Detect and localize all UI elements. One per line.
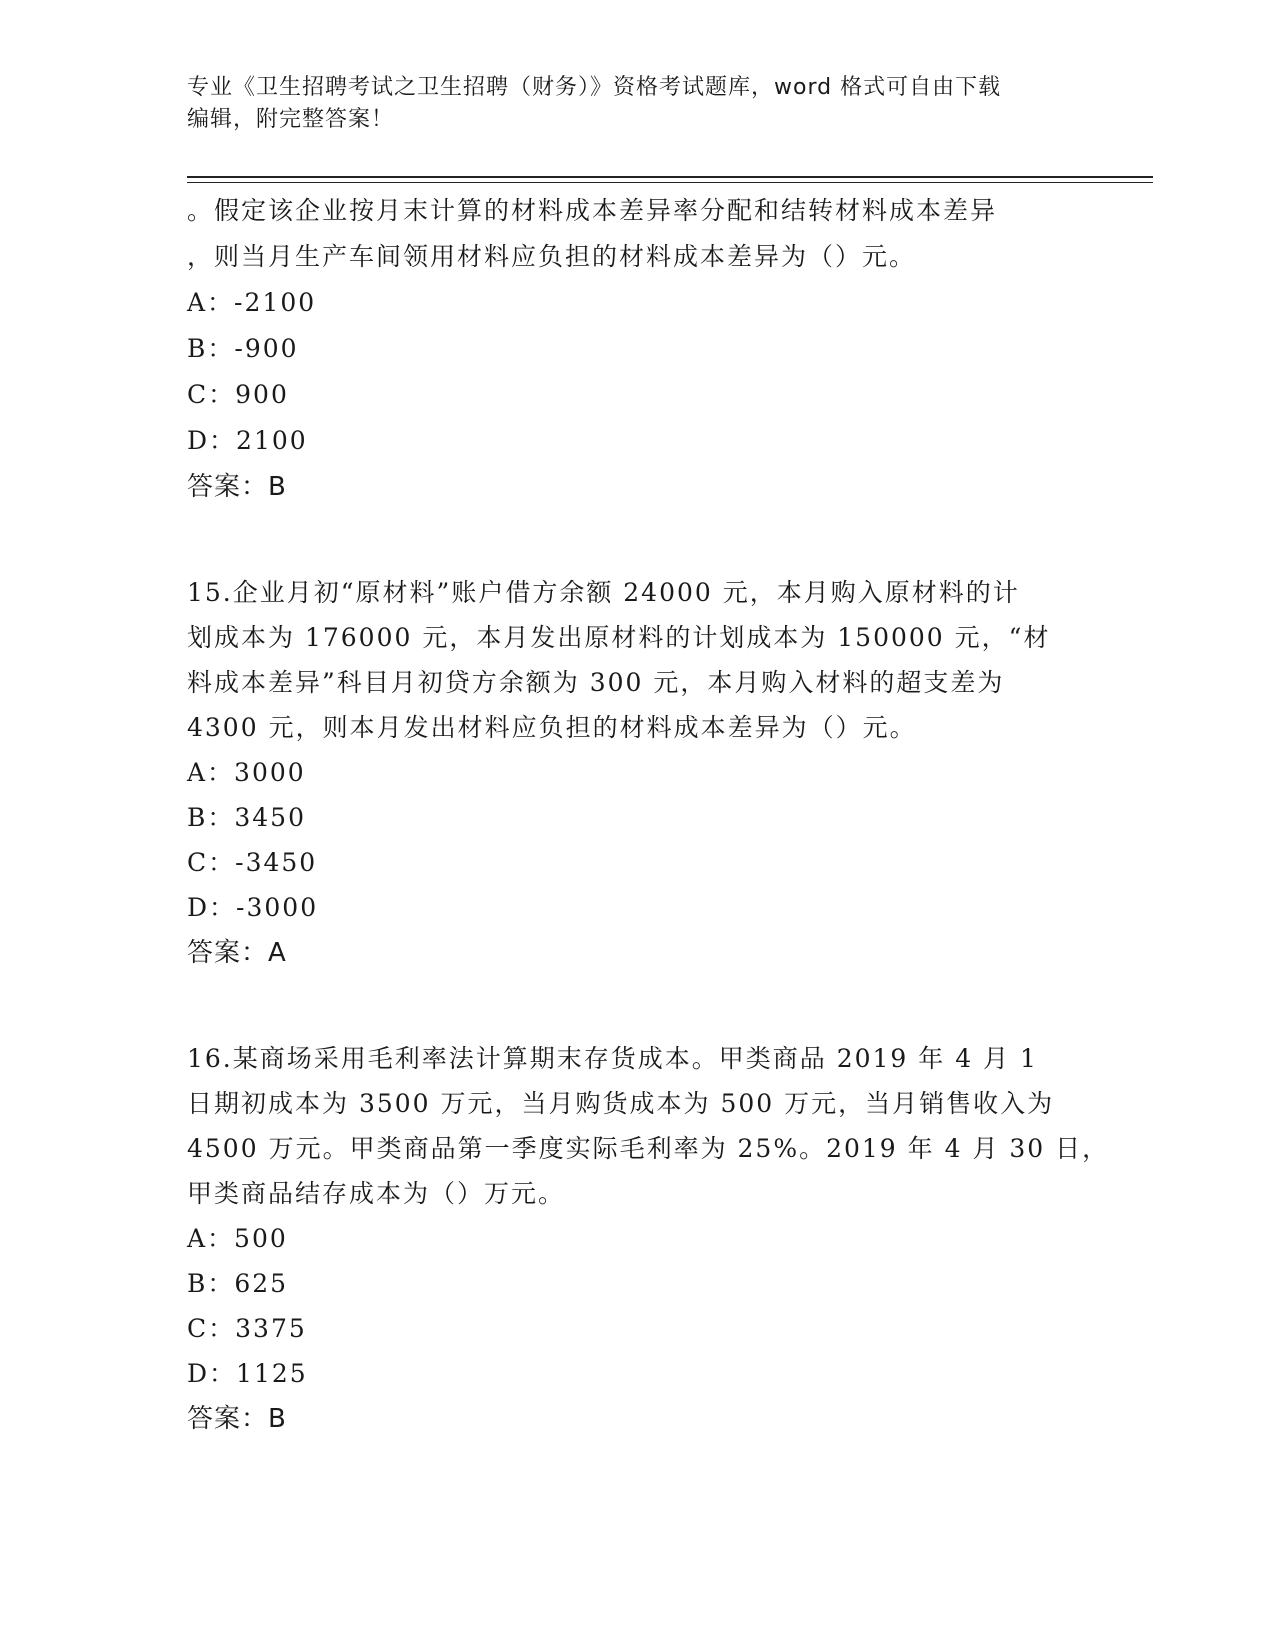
answer-label: 答案：B [187,1404,287,1434]
option-c: C：900 [187,380,289,409]
answer-label: 答案：A [187,938,287,968]
option-d: D：2100 [187,426,308,455]
option-c: C：3375 [187,1314,307,1343]
question-15 [187,570,1067,976]
answer-label: 答案：B [187,472,287,502]
option-d: D：-3000 [187,893,319,922]
document-header [187,72,1067,136]
question-stem-line: 4300 元，则本月发出材料应负担的材料成本差异为（）元。 [187,713,917,742]
header-rule-thick [187,176,1153,178]
question-stem-line: 划成本为 176000 元，本月发出原材料的计划成本为 150000 元，“材 [187,623,1051,652]
question-stem-line: 。假定该企业按月末计算的材料成本差异率分配和结转材料成本差异 [187,196,998,225]
option-d: D：1125 [187,1359,308,1388]
question-stem-line: 甲类商品结存成本为（）万元。 [187,1179,566,1208]
question-stem-line: 料成本差异”科目月初贷方余额为 300 元，本月购入材料的超支差为 [187,668,1005,697]
option-a: A：500 [187,1224,288,1253]
question-continued [187,188,1067,510]
option-a: A：3000 [187,758,306,787]
document-body [187,188,1110,1442]
header-line-2: 编辑，附完整答案！ [187,107,395,132]
header-line-1: 专业《卫生招聘考试之卫生招聘（财务）》资格考试题库，word 格式可自由下载 [187,75,1002,100]
question-stem-line: 16.某商场采用毛利率法计算期末存货成本。甲类商品 2019 年 4 月 1 [187,1044,1038,1073]
option-b: B：625 [187,1269,289,1298]
option-c: C：-3450 [187,848,318,877]
question-stem-line: 日期初成本为 3500 万元，当月购货成本为 500 万元，当月销售收入为 [187,1089,1055,1118]
question-stem-line: 15.企业月初“原材料”账户借方余额 24000 元，本月购入原材料的计 [187,578,1020,607]
option-a: A：-2100 [187,288,317,317]
question-stem-line: ，则当月生产车间领用材料应负担的材料成本差异为（）元。 [187,242,917,271]
question-16 [187,1036,1110,1442]
option-b: B：3450 [187,803,306,832]
header-rule-thin [187,182,1153,183]
question-stem-line: 4500 万元。甲类商品第一季度实际毛利率为 25%。2019 年 4 月 30 日， [187,1134,1110,1163]
option-b: B：-900 [187,334,299,363]
